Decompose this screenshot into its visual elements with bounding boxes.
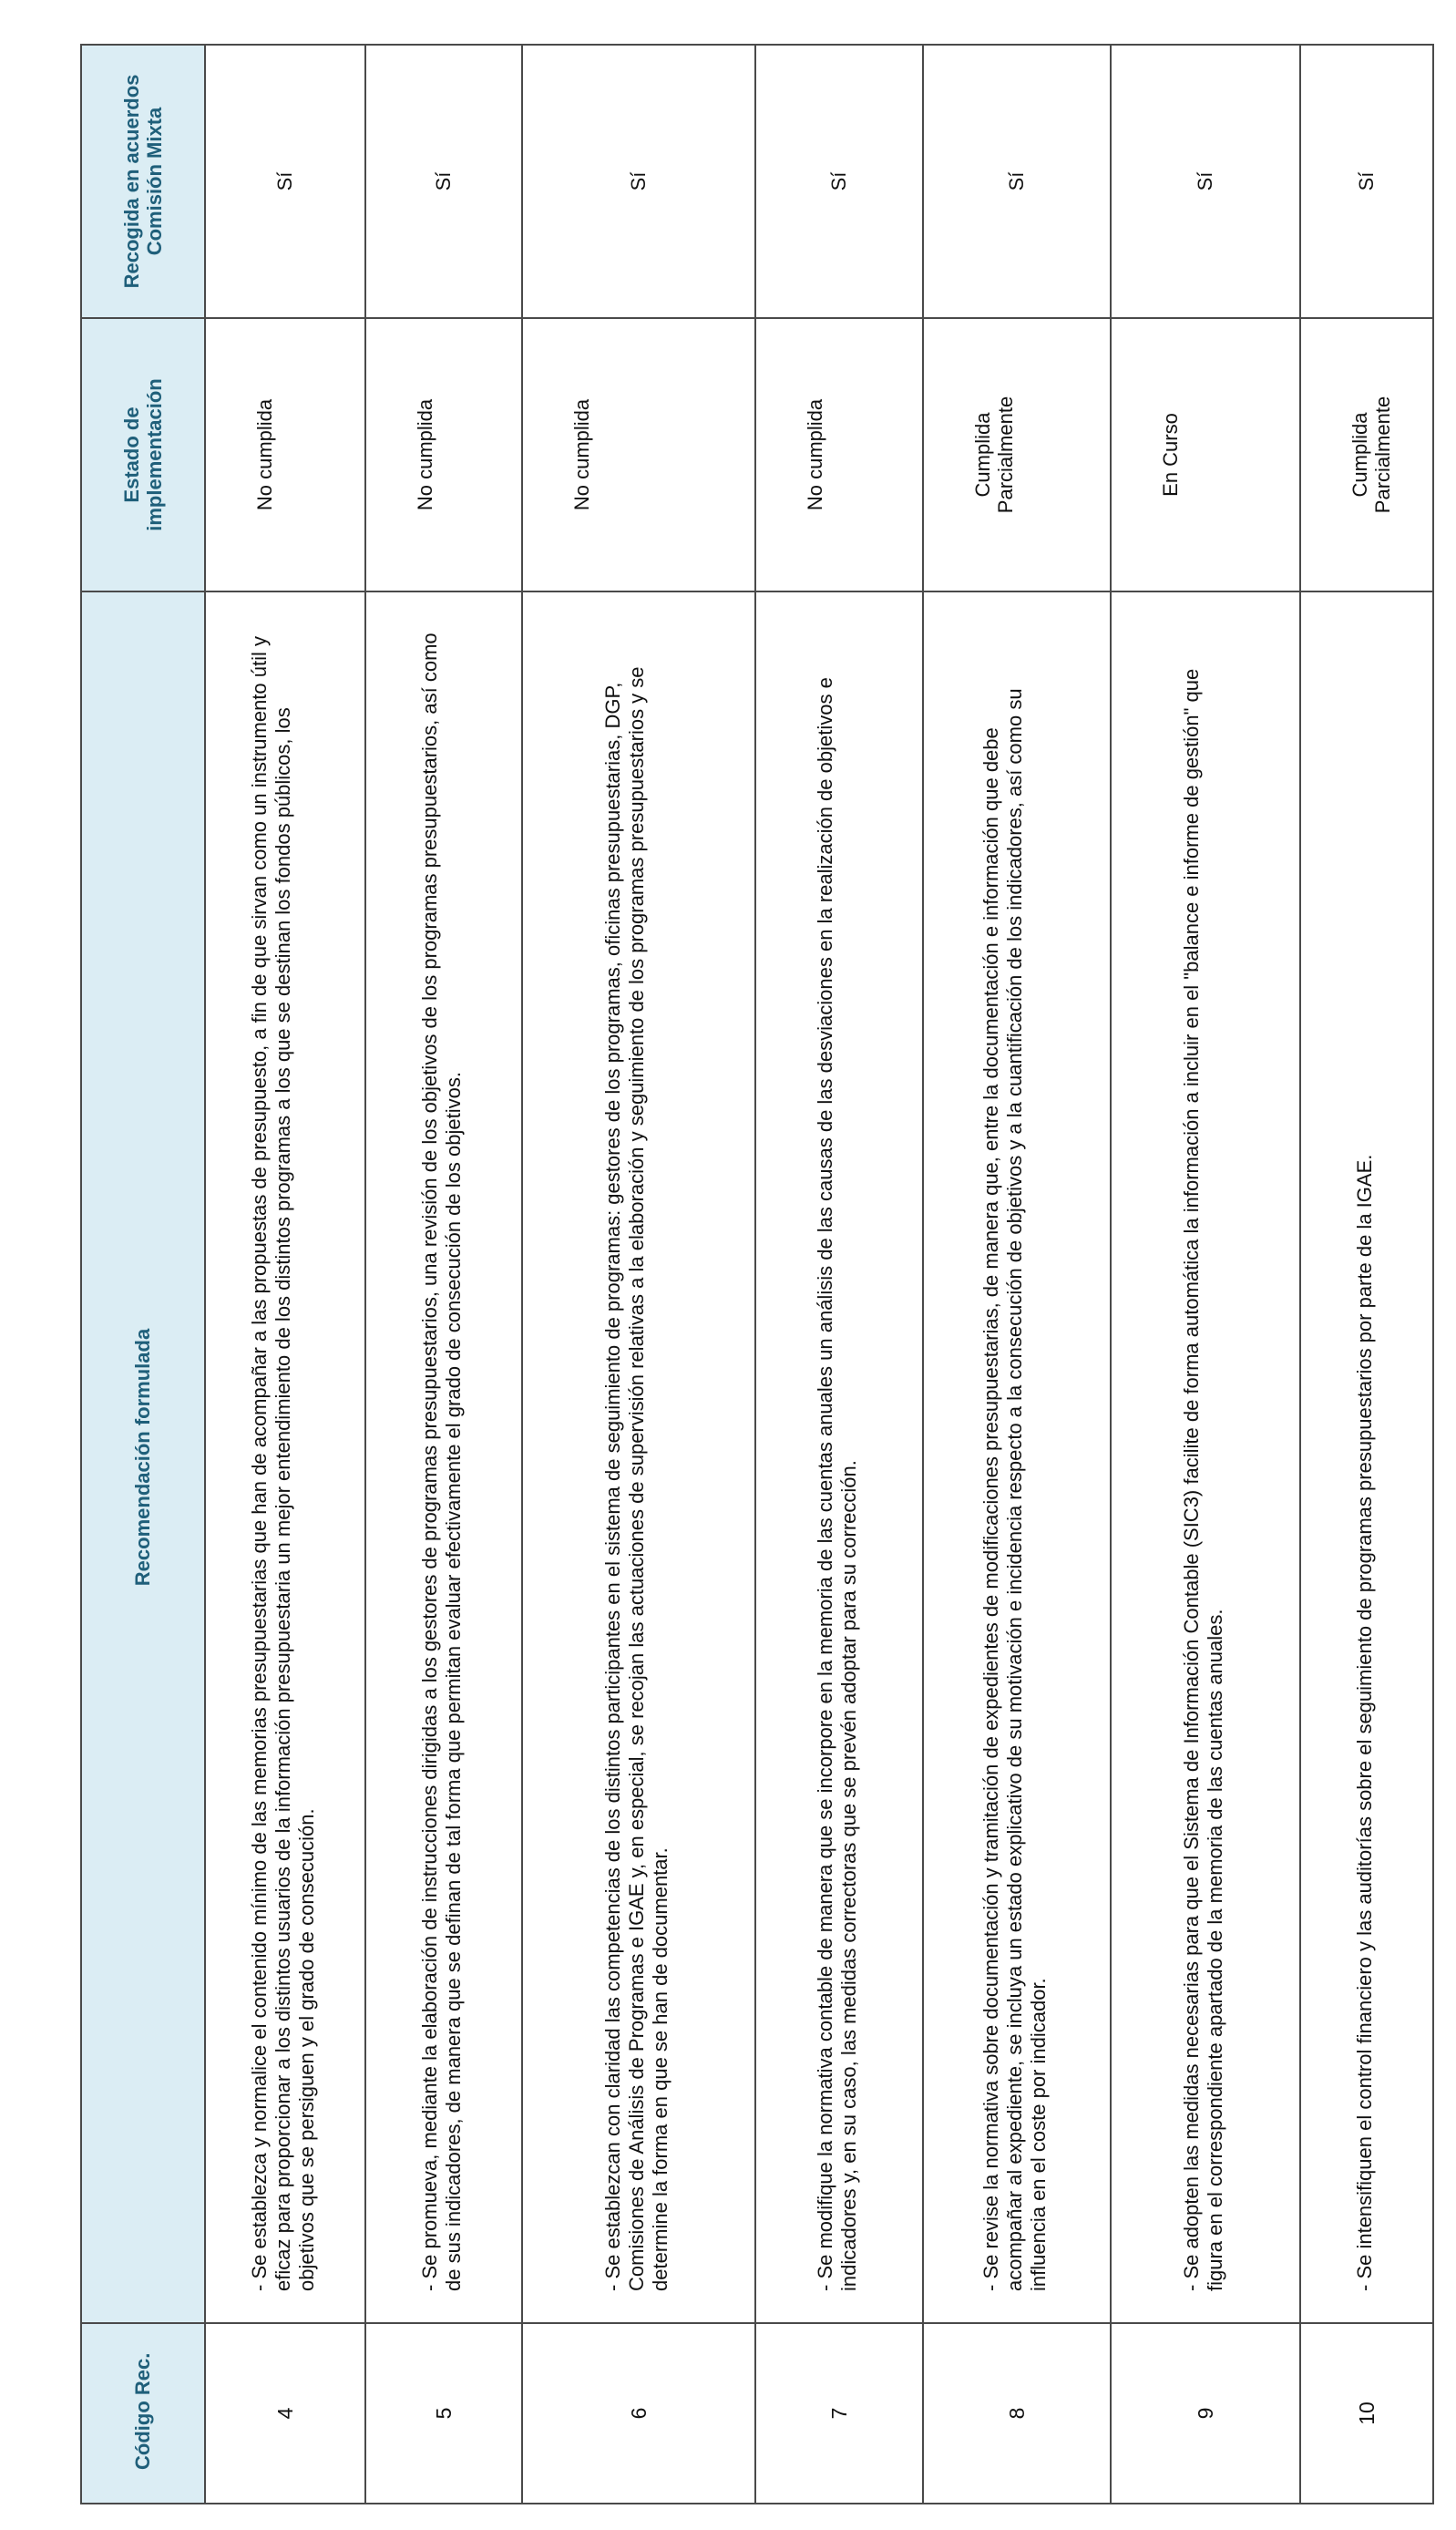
row-mixta: Sí [1111,45,1300,318]
row-recommendation: - Se establezcan con claridad las competencias de los distintos participantes en el sistema de seguimiento de programas: gestores de los programas, oficinas presupuestarias, DGP, Comisiones de Análisis de Programas e IGAE y, en especial, se recojan las actuaciones de supervisión relativas a la elaboración y seguimiento de los programas presupuestarios y se determine la forma en que se han de documentar. [522,591,755,2323]
table-row [1300,45,1433,2504]
row-code: 7 [755,2323,923,2504]
row-recommendation: - Se adopten las medidas necesarias para que el Sistema de Información Contable (SIC3) facilite de forma automática la información a incluir en el "balance e informe de gestión" que figura en el correspondiente apartado de la memoria de las cuentas anuales. [1111,591,1300,2323]
row-code: 6 [522,2323,755,2504]
row-code: 9 [1111,2323,1300,2504]
header-recommendation: Recomendación formulada [81,591,205,2323]
header-state: Estado de implementación [81,318,205,591]
row-code: 10 [1300,2323,1433,2504]
row-state [755,318,923,591]
table-row [755,45,923,2504]
row-recommendation: - Se modifique la normativa contable de manera que se incorpore en la memoria de las cuentas anuales un análisis de las causas de las desviaciones en la realización de objetivos e indicadores y, en su caso, las medidas correctoras que se prevén adoptar para su corrección. [755,591,923,2323]
row-state-text: No cumplida [253,398,276,511]
row-mixta: Sí [1300,45,1433,318]
table-row [365,45,522,2504]
recommendations-table [80,44,1434,2504]
row-state [1300,318,1433,591]
header-code: Código Rec. [81,2323,205,2504]
row-state [522,318,755,591]
row-recommendation: - Se intensifiquen el control financiero y las auditorías sobre el seguimiento de programas presupuestarios por parte de la IGAE. [1300,591,1433,2323]
table-row [522,45,755,2504]
row-mixta: Sí [205,45,365,318]
row-code: 4 [205,2323,365,2504]
row-state-text: Cumplida Parcialmente [1348,396,1395,514]
table-row [205,45,365,2504]
row-mixta: Sí [522,45,755,318]
row-recommendation: - Se revise la normativa sobre documentación y tramitación de expedientes de modificaciones presupuestarias, de manera que, entre la documentación e información que debe acompañar al expediente, se incluya un estado explicativo de su motivación e incidencia respecto a la consecución de objetivos y a la cuantificación de los indicadores, así como su influencia en el coste por indicador. [923,591,1111,2323]
row-state-text: No cumplida [804,398,826,511]
table-row [923,45,1111,2504]
row-state [365,318,522,591]
row-state-text: Cumplida Parcialmente [971,396,1018,514]
table-row [1111,45,1300,2504]
row-code: 5 [365,2323,522,2504]
row-mixta: Sí [923,45,1111,318]
row-code: 8 [923,2323,1111,2504]
row-mixta: Sí [755,45,923,318]
row-recommendation: - Se establezca y normalice el contenido mínimo de las memorias presupuestarias que han de acompañar a las propuestas de presupuesto, a fin de que sirvan como un instrumento útil y eficaz para proporcionar a los distintos usuarios de la información presupuestaria un mejor entendimiento de los distintos programas a los que se destinan los fondos públicos, los objetivos que se persiguen y el grado de consecución. [205,591,365,2323]
header-row [81,45,205,2504]
row-recommendation: - Se promueva, mediante la elaboración de instrucciones dirigidas a los gestores de programas presupuestarios, una revisión de los objetivos de los programas presupuestarios, así como de sus indicadores, de manera que se definan de tal forma que permitan evaluar efectivamente el grado de consecución de los objetivos. [365,591,522,2323]
row-state-text: En Curso [1159,413,1182,497]
row-state-text: No cumplida [414,398,436,511]
row-state [923,318,1111,591]
row-mixta: Sí [365,45,522,318]
row-state-text: No cumplida [570,398,593,511]
row-state [205,318,365,591]
row-state [1111,318,1300,591]
header-mixta: Recogida en acuerdos Comisión Mixta [81,45,205,318]
